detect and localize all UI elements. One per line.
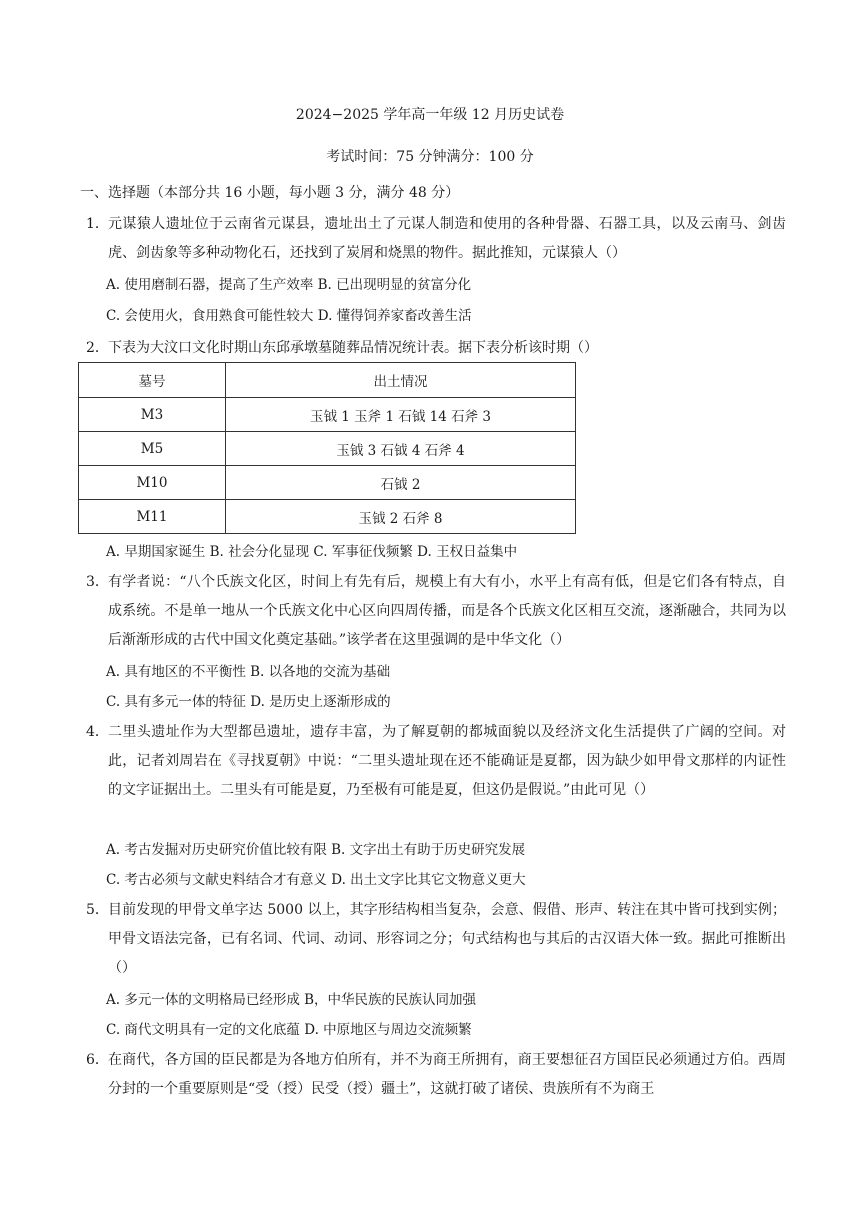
question-stem: 二里头遗址作为大型都邑遗址，遗存丰富，为了解夏朝的都城面貌以及经济文化生活提供了广阔的空间。对此，记者刘周岩在《寻找夏朝》中说：“二里头遗址现在还不能确证是夏都，因为缺少如甲骨文那样的内证性的文字证据出土。二里头有可能是夏，乃至极有可能是夏，但这仍是假说。”由此可见（） [108, 724, 786, 798]
question-stem: 目前发现的甲骨文单字达 5000 以上，其字形结构相当复杂，会意、假借、形声、转注在其中皆可找到实例；甲骨文语法完备，已有名词、代词、动词、形容词之分；句式结构也与其后的古汉语大体一致。据此可推断出（） [108, 902, 786, 976]
question-3-options-row-2: C. 具有多元一体的特征 D. 是历史上逐渐形成的 [106, 694, 391, 710]
question-1-options-row-2: C. 会使用火，食用熟食可能性较大 D. 懂得饲养家畜改善生活 [106, 308, 472, 324]
question-number: 1． [86, 216, 109, 232]
question-4-options-row-1: A. 考古发掘对历史研究价值比较有限 B. 文字出土有助于历史研究发展 [106, 842, 526, 858]
question-number: 3． [86, 574, 109, 590]
question-6 [86, 1046, 786, 1104]
table-row [79, 466, 576, 500]
table-row [79, 432, 576, 466]
question-4 [86, 718, 786, 805]
table-cell: 玉钺 1 玉斧 1 石钺 14 石斧 3 [226, 398, 576, 432]
question-2-options: A. 早期国家诞生 B. 社会分化显现 C. 军事征伐频繁 D. 王权日益集中 [106, 544, 518, 560]
table-cell: M10 [79, 466, 226, 500]
question-1-options-row-1: A. 使用磨制石器，提高了生产效率 B. 已出现明显的贫富分化 [106, 277, 472, 293]
burial-goods-table [78, 362, 576, 534]
question-5-options-row-2: C. 商代文明具有一定的文化底蕴 D. 中原地区与周边交流频繁 [106, 1022, 472, 1038]
question-1 [86, 210, 786, 268]
question-number: 2． [86, 340, 109, 356]
section-heading: 一、选择题（本部分共 16 小题，每小题 3 分，满分 48 分） [80, 185, 460, 201]
question-stem: 在商代，各方国的臣民都是为各地方伯所有，并不为商王所拥有，商王要想征召方国臣民必须通过方伯。西周分封的一个重要原则是“受（授）民受（授）疆土”，这就打破了诸侯、贵族所有不为商王 [108, 1052, 786, 1097]
question-number: 6． [86, 1052, 109, 1068]
question-number: 4． [86, 724, 109, 740]
table-cell: 玉钺 2 石斧 8 [226, 500, 576, 534]
question-3-options-row-1: A. 具有地区的不平衡性 B. 以各地的交流为基础 [106, 664, 391, 680]
question-5 [86, 896, 786, 983]
question-3 [86, 568, 786, 655]
table-row [79, 500, 576, 534]
table-cell: 石钺 2 [226, 466, 576, 500]
table-cell: M11 [79, 500, 226, 534]
table-header-cell: 墓号 [79, 363, 226, 398]
table-cell: M3 [79, 398, 226, 432]
question-stem: 元谋猿人遗址位于云南省元谋县，遗址出土了元谋人制造和使用的各种骨器、石器工具，以及云南马、剑齿虎、剑齿象等多种动物化石，还找到了炭屑和烧黑的物件。据此推知，元谋猿人（） [108, 216, 786, 261]
question-5-options-row-1: A. 多元一体的文明格局已经形成 B，中华民族的民族认同加强 [106, 992, 477, 1008]
question-stem: 有学者说：“八个氏族文化区，时间上有先有后，规模上有大有小，水平上有高有低，但是它们各有特点，自成系统。不是单一地从一个氏族文化中心区向四周传播，而是各个氏族文化区相互交流，逐渐融合，共同为以后渐渐形成的古代中国文化奠定基础。”该学者在这里强调的是中华文化（） [108, 574, 786, 648]
question-number: 5． [86, 902, 109, 918]
exam-subtitle: 考试时间：75 分钟满分：100 分 [326, 149, 534, 165]
table-header-row [79, 363, 576, 398]
table-cell: M5 [79, 432, 226, 466]
exam-title: 2024−2025 学年高一年级 12 月历史试卷 [295, 107, 565, 123]
question-stem: 下表为大汶口文化时期山东邱承墩墓随葬品情况统计表。据下表分析该时期（） [108, 340, 598, 356]
table-header-cell: 出土情况 [226, 363, 576, 398]
question-2 [86, 334, 786, 363]
question-4-options-row-2: C. 考古必须与文献史料结合才有意义 D. 出土文字比其它文物意义更大 [106, 872, 526, 888]
table-cell: 玉钺 3 石钺 4 石斧 4 [226, 432, 576, 466]
table-row [79, 398, 576, 432]
